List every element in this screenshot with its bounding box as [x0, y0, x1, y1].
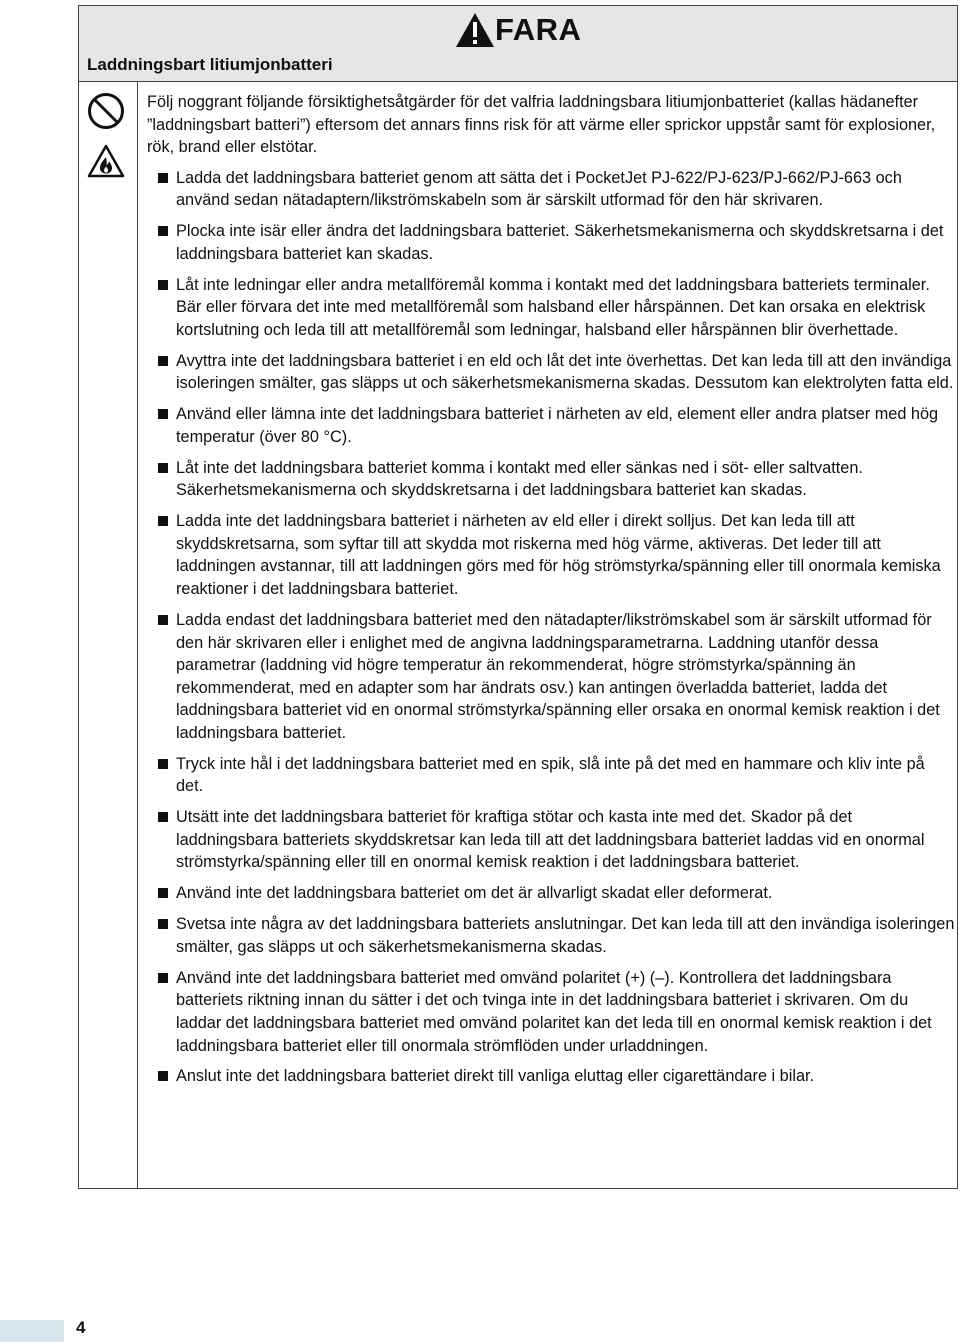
bullet-square-icon	[158, 226, 168, 236]
list-item	[147, 350, 955, 395]
bullet-square-icon	[158, 919, 168, 929]
bullet-square-icon	[158, 973, 168, 983]
bullet-square-icon	[158, 409, 168, 419]
warning-heading	[455, 8, 581, 52]
prohibition-icon	[87, 92, 125, 130]
list-item	[147, 913, 955, 958]
bullet-square-icon	[158, 615, 168, 625]
warning-triangle-icon	[455, 12, 495, 48]
list-item	[147, 510, 955, 600]
list-item	[147, 403, 955, 448]
section-title: Laddningsbart litiumjonbatteri	[87, 55, 333, 74]
icon-column	[79, 82, 138, 1188]
list-item-text: Utsätt inte det laddningsbara batteriet för kraftiga stötar och kasta inte med det. Skador på det laddningsbara batteriets skyddskretsar kan leda till att det laddningsbara batteriet laddas vid en onormal strömstyrka/spänning eller till en onormal kemisk reaktion i det laddningsbara batteriet.	[176, 808, 925, 872]
list-item-text: Tryck inte hål i det laddningsbara batteriet med en spik, slå inte på det med en hammare och kliv inte på det.	[176, 754, 925, 796]
list-item-text: Använd inte det laddningsbara batteriet om det är allvarligt skadat eller deformerat.	[176, 884, 773, 903]
list-item	[147, 1065, 955, 1088]
list-item	[147, 167, 955, 212]
warning-box	[78, 5, 958, 1189]
list-item	[147, 457, 955, 502]
page-number: 4	[76, 1318, 86, 1337]
list-item-text: Låt inte ledningar eller andra metallföremål komma i kontakt med det laddningsbara batteriets terminaler. Bär eller förvara det inte med metallföremål som halsband eller hårspännen. Det kan orsaka en elektrisk kortslutning och leda till att metallföremål som ledningar, halsband eller hårspännen blir överhettade.	[176, 275, 930, 339]
page-tab	[0, 1320, 64, 1342]
bullet-square-icon	[158, 759, 168, 769]
bullet-square-icon	[158, 888, 168, 898]
list-item-text: Avyttra inte det laddningsbara batteriet i en eld och låt det inte överhettas. Det kan leda till att den invändiga isoleringen smälter, gas släpps ut och säkerhetsmekanismerna skadas. Dessutom kan elektrolyten fatta eld.	[176, 351, 954, 393]
list-item-text: Ladda inte det laddningsbara batteriet i närheten av eld eller i direkt solljus. Det kan leda till att skyddskretsarna, som syftar till att skydda mot riskerna med hög värme, aktiveras. Det leder till att laddningen avstannar, till att laddningen görs med för hög strömstyrka/spänning eller till onormala kemiska reaktioner i det laddningsbara batteriet.	[176, 512, 941, 599]
list-item-text: Använd inte det laddningsbara batteriet med omvänd polaritet (+) (–). Kontrollera det laddningsbara batteriets riktning innan du sätter i det och tvinga inte in det laddningsbara batteriet i skrivaren. Om du laddar det laddningsbara batteriet med omvänd polaritet kan det leda till en onormal kemisk reaktion i det laddningsbara batteriet eller till onormala strömflöden under urladdningen.	[176, 968, 932, 1055]
bullet-square-icon	[158, 356, 168, 366]
list-item	[147, 806, 955, 874]
list-item-text: Anslut inte det laddningsbara batteriet direkt till vanliga eluttag eller cigarettändare i bilar.	[176, 1067, 815, 1086]
bullet-list	[147, 167, 955, 1088]
list-item-text: Plocka inte isär eller ändra det laddningsbara batteriet. Säkerhetsmekanismerna och skyddskretsarna i det laddningsbara batteriet kan skadas.	[176, 222, 944, 263]
warning-header	[79, 6, 957, 82]
bullet-square-icon	[158, 516, 168, 526]
list-item	[147, 609, 955, 745]
bullet-square-icon	[158, 280, 168, 290]
warning-content	[147, 82, 955, 1096]
fire-warning-icon	[87, 144, 125, 178]
list-item	[147, 753, 955, 798]
list-item-text: Svetsa inte några av det laddningsbara batteriets anslutningar. Det kan leda till att den invändiga isoleringen smälter, gas släpps ut och säkerhetsmekanismerna skadas.	[176, 915, 955, 956]
bullet-square-icon	[158, 1071, 168, 1081]
list-item-text: Ladda endast det laddningsbara batteriet med den nätadapter/likströmskabel som är särskilt utformad för den här skrivaren eller i enlighet med de angivna laddningsparametrarna. Laddning utanför dessa parametrar (laddning vid högre temperatur än rekommenderat, högre strömstyrka/spänning än rekommenderat, med en adapter som har ändrats osv.) kan antingen överladda batteriet, ladda det laddningsbara batteriet vid en onormal strömstyrka/spänning eller orsaka en onormal kemisk reaktion i det laddningsbara batteriet.	[176, 610, 940, 742]
list-item-text: Använd eller lämna inte det laddningsbara batteriet i närheten av eld, element eller andra platser med hög temperatur (över 80 °C).	[176, 405, 939, 446]
bullet-square-icon	[158, 173, 168, 183]
bullet-square-icon	[158, 463, 168, 473]
bullet-square-icon	[158, 812, 168, 822]
list-item	[147, 882, 955, 905]
intro-paragraph: Följ noggrant följande försiktighetsåtgärder för det valfria laddningsbara litiumjonbatteriet (kallas hädanefter ”laddningsbart batteri”) eftersom det annars finns risk för att värme eller sprickor uppstår samt för explosioner, rök, brand eller elstötar.	[147, 93, 936, 157]
list-item-text: Ladda det laddningsbara batteriet genom att sätta det i PocketJet PJ-622/PJ-623/PJ-662/PJ-663 och använd sedan nätadaptern/likströmskabeln som är särskilt utformad för den här skrivaren.	[176, 168, 902, 210]
list-item-text: Låt inte det laddningsbara batteriet komma i kontakt med eller sänkas ned i söt- eller saltvatten. Säkerhetsmekanismerna och skyddskretsarna i det laddningsbara batteriet kan skadas.	[176, 458, 863, 500]
list-item	[147, 220, 955, 265]
list-item	[147, 274, 955, 342]
list-item	[147, 967, 955, 1057]
warning-title: FARA	[495, 12, 582, 47]
